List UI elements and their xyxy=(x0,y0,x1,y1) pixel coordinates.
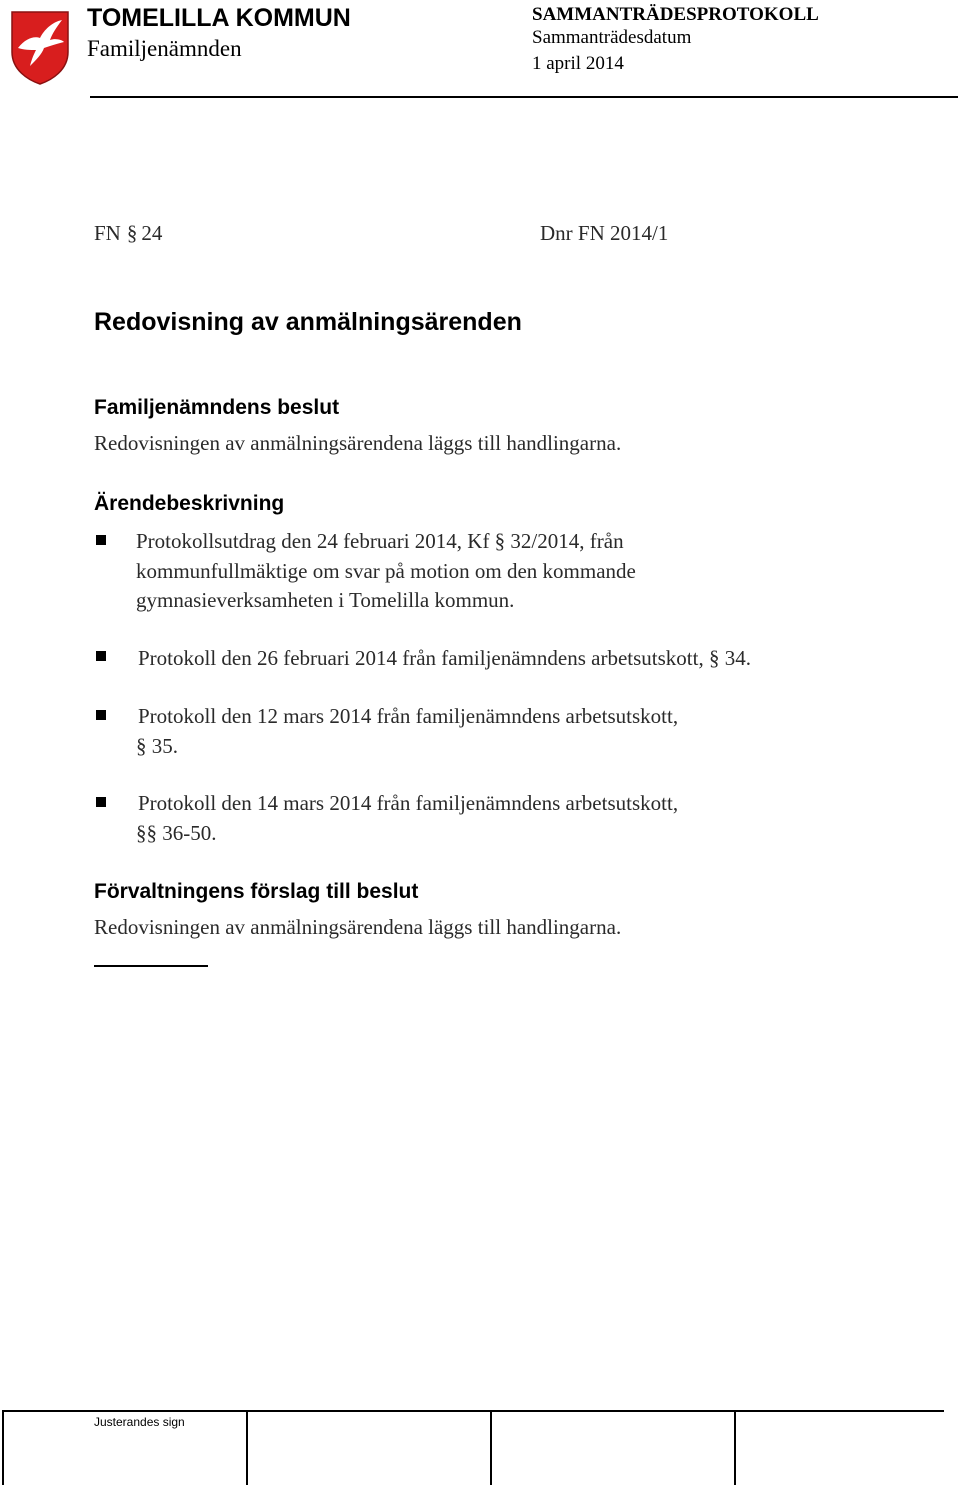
square-bullet-icon xyxy=(96,710,106,720)
signature-table-top-border xyxy=(2,1410,944,1412)
registration-number: Dnr FN 2014/1 xyxy=(540,221,669,245)
signature-cell-border xyxy=(246,1412,248,1485)
proposal-heading: Förvaltningens förslag till beslut xyxy=(94,880,419,903)
meeting-date-label: Sammanträdesdatum xyxy=(532,27,692,48)
signature-cell-border xyxy=(490,1412,492,1485)
description-heading: Ärendebeskrivning xyxy=(94,492,285,515)
page-title: Redovisning av anmälningsärenden xyxy=(94,308,522,336)
list-item-line: Protokollsutdrag den 24 februari 2014, Kf § 32/2014, från xyxy=(136,529,624,553)
list-item-line: Protokoll den 12 mars 2014 från familjenämndens arbetsutskott, xyxy=(138,704,679,728)
list-item-line: § 35. xyxy=(136,734,178,758)
proposal-text: Redovisningen av anmälningsärendena läggs till handlingarna. xyxy=(94,915,622,939)
header-divider xyxy=(90,96,958,98)
list-item-line: §§ 36-50. xyxy=(136,821,217,845)
signature-cell-border xyxy=(734,1412,736,1485)
case-reference xyxy=(94,218,162,248)
list-item-line: gymnasieverksamheten i Tomelilla kommun. xyxy=(136,588,515,612)
section-end-rule xyxy=(94,965,208,967)
list-item-line: Protokoll den 14 mars 2014 från familjenämndens arbetsutskott, xyxy=(138,791,679,815)
case-number: 24 xyxy=(141,221,163,245)
municipality-coat-of-arms-icon xyxy=(8,8,72,86)
square-bullet-icon xyxy=(96,797,106,807)
document-type: SAMMANTRÄDESPROTOKOLL xyxy=(532,4,819,25)
organization-unit: Familjenämnden xyxy=(87,36,242,61)
signature-table xyxy=(2,1410,944,1485)
square-bullet-icon xyxy=(96,651,106,661)
decision-text: Redovisningen av anmälningsärendena läggs till handlingarna. xyxy=(94,431,622,455)
decision-heading: Familjenämndens beslut xyxy=(94,396,340,419)
list-item-line: kommunfullmäktige om svar på motion om den kommande xyxy=(136,559,636,583)
case-prefix: FN xyxy=(94,221,121,245)
square-bullet-icon xyxy=(96,535,106,545)
section-sign: § xyxy=(126,221,138,245)
meeting-date: 1 april 2014 xyxy=(532,53,624,74)
list-item-line: Protokoll den 26 februari 2014 från familjenämndens arbetsutskott, § 34. xyxy=(138,646,751,670)
signature-cell-border xyxy=(2,1412,4,1485)
organization-name: TOMELILLA KOMMUN xyxy=(87,4,351,32)
signature-label: Justerandes sign xyxy=(94,1415,185,1429)
